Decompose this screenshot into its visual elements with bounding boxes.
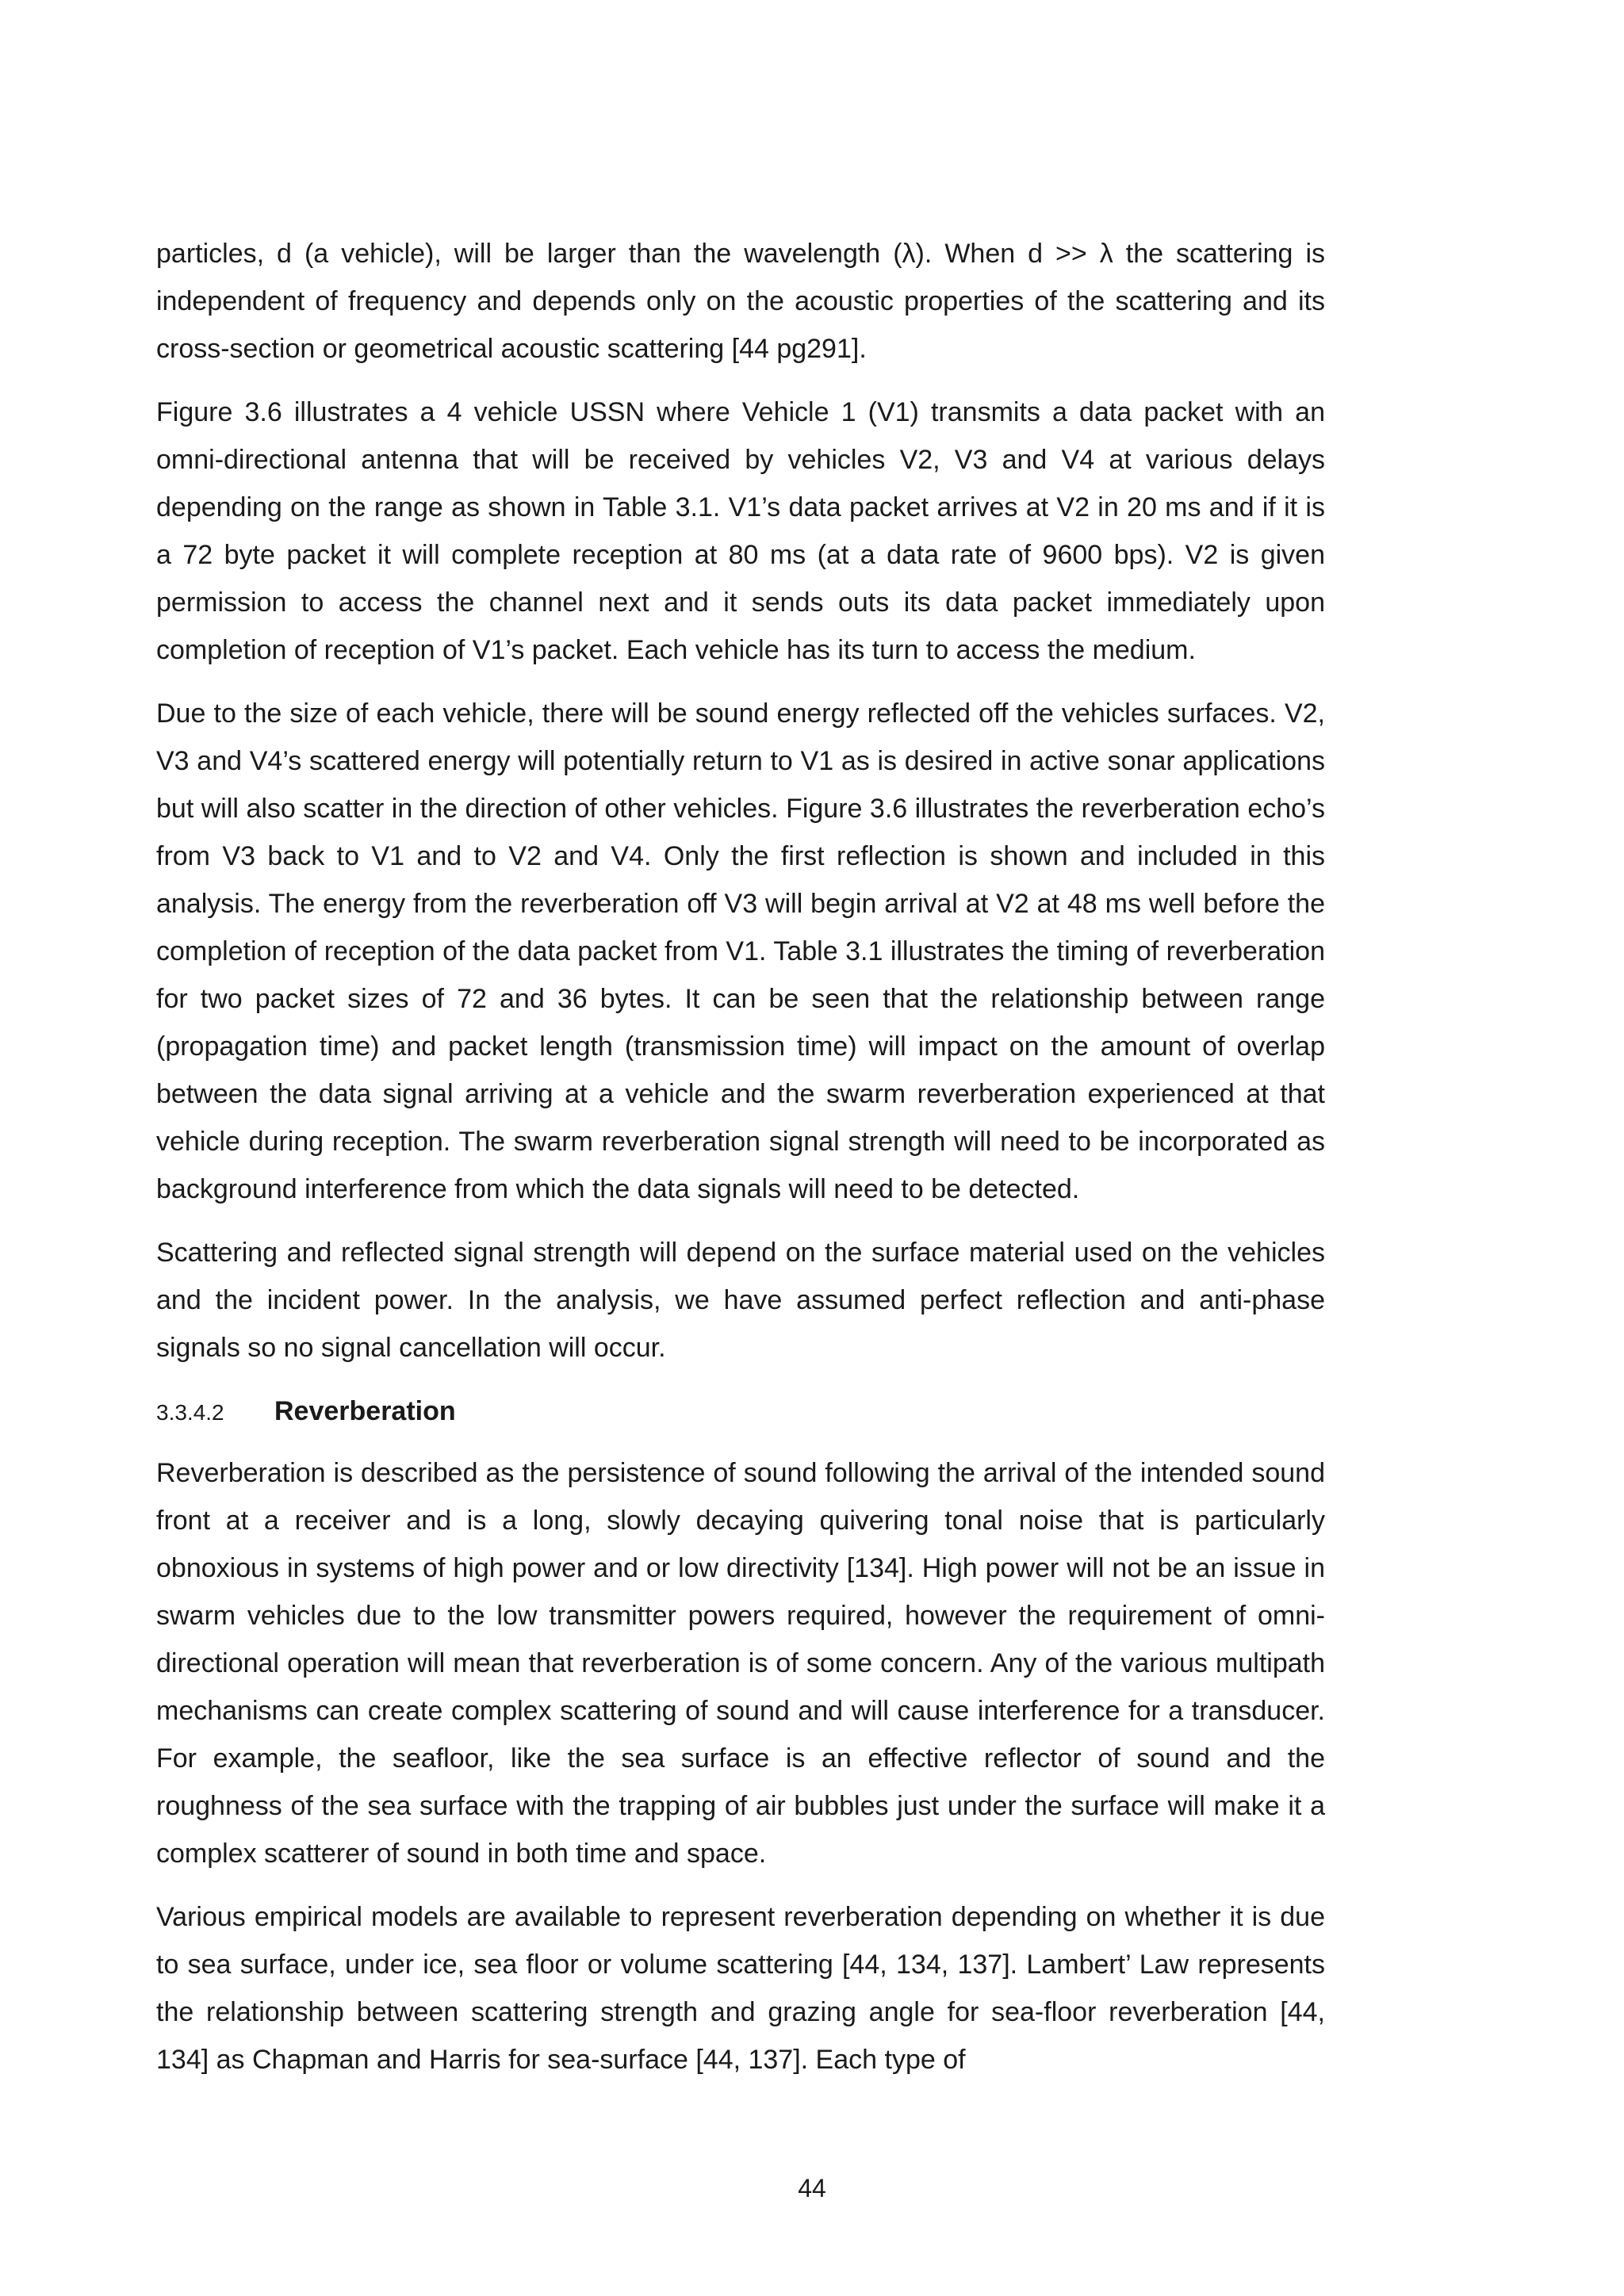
section-heading bbox=[156, 1387, 1325, 1437]
paragraph-empirical-models: Various empirical models are available to represent reverberation depending on whether it is due to sea surface, under ice, sea floor or volume scattering [44, 134, 137]. Lambert’ Law represents the relationship between scattering strength and grazing angle for sea-floor reverberation [44, 134] as Chapman and Harris for sea-surface [44, 137]. Each type of bbox=[156, 1902, 1325, 2075]
paragraph-vehicle-reflection: Due to the size of each vehicle, there will be sound energy reflected off the vehicles surfaces. V2, V3 and V4’s scattered energy will potentially return to V1 as is desired in active sonar applications but will also scatter in the direction of other vehicles. Figure 3.6 illustrates the reverberation echo’s from V3 back to V1 and to V2 and V4. Only the first reflection is shown and included in this analysis. The energy from the reverberation off V3 will begin arrival at V2 at 48 ms well before the completion of reception of the data packet from V1. Table 3.1 illustrates the timing of reverberation for two packet sizes of 72 and 36 bytes. It can be seen that the relationship between range (propagation time) and packet length (transmission time) will impact on the amount of overlap between the data signal arriving at a vehicle and the swarm reverberation experienced at that vehicle during reception. The swarm reverberation signal strength will need to be incorporated as background interference from which the data signals will need to be detected. bbox=[156, 698, 1325, 1204]
section-number: 3.3.4.2 bbox=[156, 1400, 224, 1425]
paragraph-reverberation-definition: Reverberation is described as the persistence of sound following the arrival of the intended sound front at a receiver and is a long, slowly decaying quivering tonal noise that is particularly obnoxious in systems of high power and or low directivity [134]. High power will not be an issue in swarm vehicles due to the low transmitter powers required, however the requirement of omni-directional operation will mean that reverberation is of some concern. Any of the various multipath mechanisms can create complex scattering of sound and will cause interference for a transducer. For example, the seafloor, like the sea surface is an effective reflector of sound and the roughness of the sea surface with the trapping of air bubbles just under the surface will make it a complex scatterer of sound in both time and space. bbox=[156, 1458, 1325, 1869]
section-title: Reverberation bbox=[274, 1396, 456, 1426]
paragraph-figure-description: Figure 3.6 illustrates a 4 vehicle USSN where Vehicle 1 (V1) transmits a data packet with an omni-directional antenna that will be received by vehicles V2, V3 and V4 at various delays depending on the range as shown in Table 3.1. V1’s data packet arrives at V2 in 20 ms and if it is a 72 byte packet it will complete reception at 80 ms (at a data rate of 9600 bps). V2 is given permission to access the channel next and it sends outs its data packet immediately upon completion of reception of V1’s packet. Each vehicle has its turn to access the medium. bbox=[156, 397, 1325, 665]
page-body bbox=[156, 230, 1325, 2099]
paragraph-scattering-intro: particles, d (a vehicle), will be larger than the wavelength (λ). When d >> λ the scattering is independent of frequency and depends only on the acoustic properties of the scattering and its cross-section or geometrical acoustic scattering [44 pg291]. bbox=[156, 239, 1325, 364]
page-number: 44 bbox=[798, 2174, 826, 2202]
paragraph-signal-strength: Scattering and reflected signal strength will depend on the surface material used on the vehicles and the incident power. In the analysis, we have assumed perfect reflection and anti-phase signals so no signal cancellation will occur. bbox=[156, 1238, 1325, 1363]
